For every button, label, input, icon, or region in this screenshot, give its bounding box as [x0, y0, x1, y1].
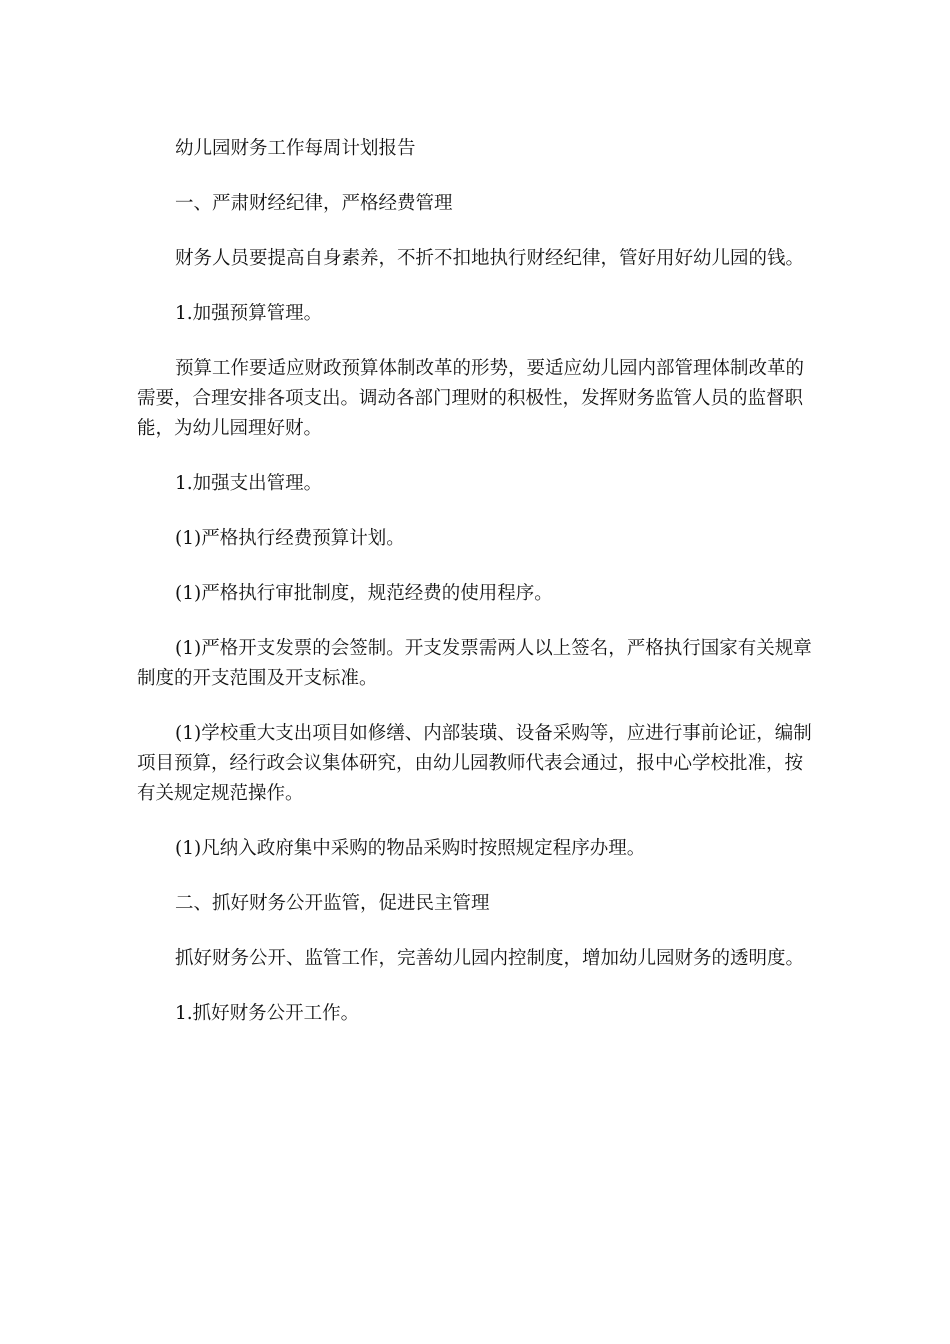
paragraph: 抓好财务公开、监管工作，完善幼儿园内控制度，增加幼儿园财务的透明度。 [175, 948, 805, 969]
list-item: (1)学校重大支出项目如修缮、内部装璜、设备采购等，应进行事前论证，编制项目预算，经行政会议集体研究，由幼儿园教师代表会通过，报中心学校批准，按有关规定规范操作。 [137, 723, 812, 804]
section-heading-2: 二、抓好财务公开监管，促进民主管理 [175, 893, 490, 914]
list-item: (1)严格开支发票的会签制。开支发票需两人以上签名，严格执行国家有关规章制度的开支范围及开支标准。 [137, 638, 812, 689]
subheading: 1.加强预算管理。 [175, 303, 323, 324]
paragraph: 财务人员要提高自身素养，不折不扣地执行财经纪律，管好用好幼儿园的钱。 [175, 248, 805, 269]
subheading: 1.加强支出管理。 [175, 473, 323, 494]
list-item: (1)凡纳入政府集中采购的物品采购时按照规定程序办理。 [175, 838, 646, 859]
paragraph: 预算工作要适应财政预算体制改革的形势，要适应幼儿园内部管理体制改革的需要，合理安排各项支出。调动各部门理财的积极性，发挥财务监管人员的监督职能，为幼儿园理好财。 [137, 358, 805, 439]
document-body [137, 134, 813, 1029]
list-item: (1)严格执行审批制度，规范经费的使用程序。 [175, 583, 553, 604]
section-heading-1: 一、严肃财经纪律，严格经费管理 [175, 193, 453, 214]
list-item: (1)严格执行经费预算计划。 [175, 528, 405, 549]
subheading: 1.抓好财务公开工作。 [175, 1003, 360, 1024]
document-title: 幼儿园财务工作每周计划报告 [175, 138, 416, 159]
